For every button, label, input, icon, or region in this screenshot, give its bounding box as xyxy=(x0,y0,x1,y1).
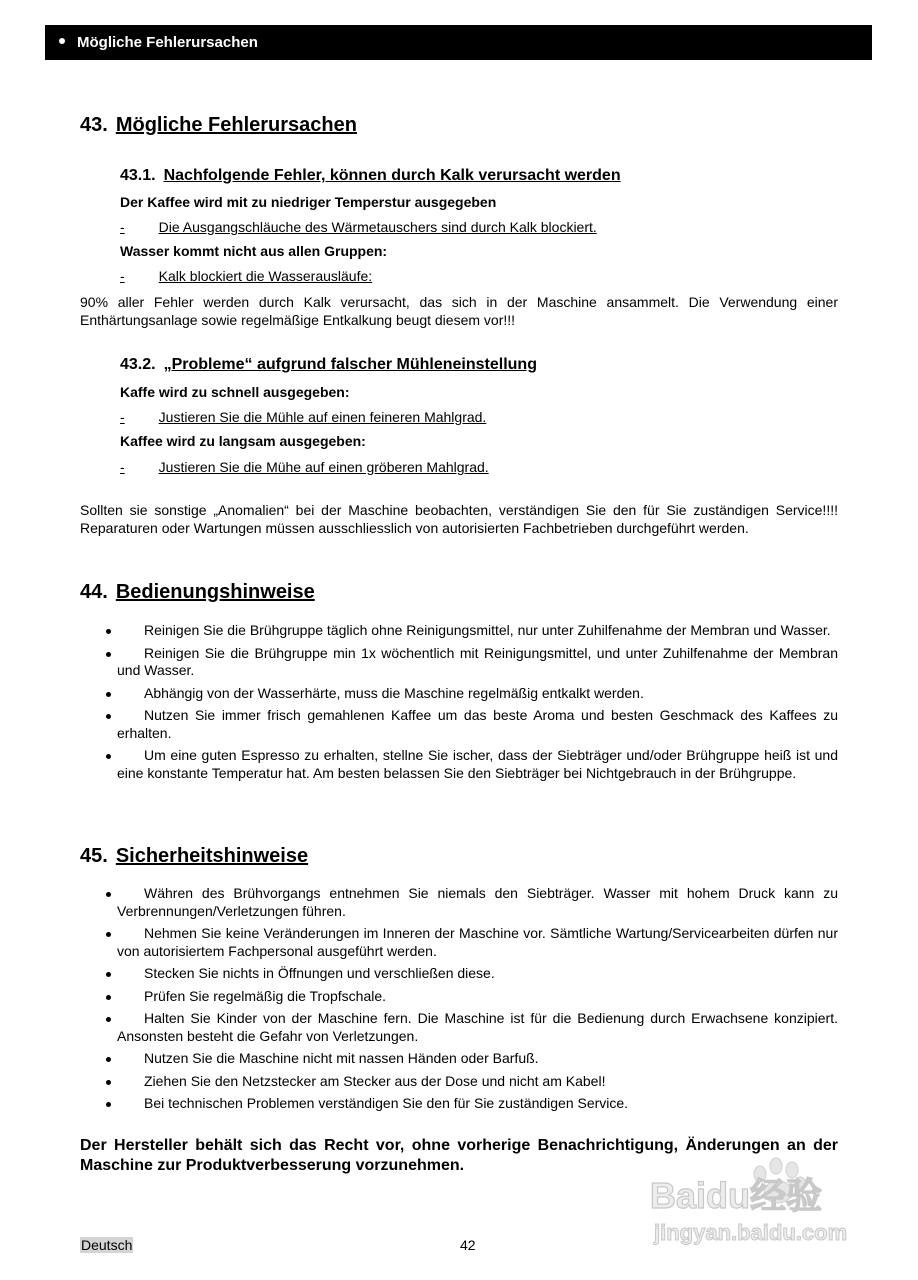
list-item: Währen des Brühvorgangs entnehmen Sie niemals den Siebträger. Wasser mit hohem Druck kann zu Verbrennungen/Verletzungen führen. xyxy=(80,885,838,920)
fault-cause xyxy=(120,459,489,475)
subsection-number: 43.2. xyxy=(120,356,156,373)
subsection-43-2-heading xyxy=(120,356,537,374)
subsection-number: 43.1. xyxy=(120,167,156,184)
fault-cause xyxy=(120,219,597,235)
fault-cause xyxy=(120,409,486,425)
section-44-heading xyxy=(80,581,315,604)
fault-cause-text: Kalk blockiert die Wasserausläufe: xyxy=(158,268,373,284)
subsection-title: Nachfolgende Fehler, können durch Kalk verursacht werden xyxy=(163,167,621,184)
header-title: Mögliche Fehlerursachen xyxy=(77,34,258,51)
safety-instructions-list xyxy=(80,885,838,1118)
list-item: Nutzen Sie die Maschine nicht mit nassen Händen oder Barfuß. xyxy=(80,1050,838,1068)
list-item: Prüfen Sie regelmäßig die Tropfschale. xyxy=(80,988,838,1006)
section-title: Bedienungshinweise xyxy=(115,581,315,603)
dash-marker: - xyxy=(120,459,125,475)
list-item: Stecken Sie nichts in Öffnungen und verschließen diese. xyxy=(80,965,838,983)
list-item: Reinigen Sie die Brühgruppe min 1x wöchentlich mit Reinigungsmittel, und unter Zuhilfenahme der Membran und Wasser. xyxy=(80,645,838,680)
dash-marker: - xyxy=(120,219,125,235)
section-43-heading xyxy=(80,114,357,137)
section-number: 44. xyxy=(80,581,108,603)
section-title: Mögliche Fehlerursachen xyxy=(115,114,357,136)
watermark-url: jingyan.baidu.com xyxy=(654,1220,848,1245)
fault-cause xyxy=(120,268,372,284)
watermark-brand: Baidu经验 xyxy=(650,1175,823,1216)
fault-cause-text: Justieren Sie die Mühle auf einen feineren Mahlgrad. xyxy=(158,409,487,425)
service-note: Sollten sie sonstige „Anomalien“ bei der Maschine beobachten, verständigen Sie den für Sie zuständigen Service!!!! Reparaturen oder Wartungen müssen ausschliesslich von autorisierten Fachbetrieben durchgeführt werden. xyxy=(80,502,838,536)
fault-cause-text: Die Ausgangschläuche des Wärmetauschers sind durch Kalk blockiert. xyxy=(158,219,597,235)
operating-instructions-list xyxy=(80,622,838,787)
fault-heading: Wasser kommt nicht aus allen Gruppen: xyxy=(120,243,388,259)
manufacturer-disclaimer: Der Hersteller behält sich das Recht vor, ohne vorherige Benachrichtigung, Änderungen an der Maschine zur Produktverbesserung vorzunehmen. xyxy=(80,1137,838,1174)
list-item: Reinigen Sie die Brühgruppe täglich ohne Reinigungsmittel, nur unter Zuhilfenahme der Membran und Wasser. xyxy=(80,622,838,640)
list-item: Abhängig von der Wasserhärte, muss die Maschine regelmäßig entkalkt werden. xyxy=(80,685,838,703)
section-number: 43. xyxy=(80,114,108,136)
subsection-title: „Probleme“ aufgrund falscher Mühleneinstellung xyxy=(163,356,537,373)
list-item: Nutzen Sie immer frisch gemahlenen Kaffee um das beste Aroma und besten Geschmack des Kaffees zu erhalten. xyxy=(80,707,838,742)
fault-heading: Kaffee wird zu langsam ausgegeben: xyxy=(120,433,366,449)
bullet-icon xyxy=(59,38,65,44)
section-number: 45. xyxy=(80,845,108,867)
list-item: Bei technischen Problemen verständigen Sie den für Sie zuständigen Service. xyxy=(80,1095,838,1113)
baidu-watermark xyxy=(648,1150,873,1250)
limescale-note: 90% aller Fehler werden durch Kalk verursacht, das sich in der Maschine ansammelt. Die Verwendung einer Enthärtungsanlage sowie regelmäßige Entkalkung beugt diesem vor!!! xyxy=(80,294,838,328)
fault-heading: Der Kaffee wird mit zu niedriger Temperstur ausgegeben xyxy=(120,194,497,210)
footer-language: Deutsch xyxy=(81,1237,133,1253)
section-title: Sicherheitshinweise xyxy=(115,845,309,867)
section-45-heading xyxy=(80,845,308,868)
page-number: 42 xyxy=(460,1237,476,1253)
dash-marker: - xyxy=(120,268,125,284)
list-item: Halten Sie Kinder von der Maschine fern. Die Maschine ist für die Bedienung durch Erwachsene konzipiert. Ansonsten besteht die Gefahr von Verletzungen. xyxy=(80,1010,838,1045)
fault-heading: Kaffe wird zu schnell ausgegeben: xyxy=(120,384,350,400)
fault-cause-text: Justieren Sie die Mühe auf einen gröberen Mahlgrad. xyxy=(158,459,489,475)
dash-marker: - xyxy=(120,409,125,425)
header-bar xyxy=(45,25,872,60)
list-item: Nehmen Sie keine Veränderungen im Inneren der Maschine vor. Sämtliche Wartung/Servicearbeiten dürfen nur von autorisiertem Fachpersonal ausgeführt werden. xyxy=(80,925,838,960)
subsection-43-1-heading xyxy=(120,167,621,185)
list-item: Um eine guten Espresso zu erhalten, stellne Sie ischer, dass der Siebträger und/oder Brühgruppe heiß ist und eine konstante Temperatur hat. Am besten belassen Sie den Siebträger bei Nichtgebrauch in der Brühgruppe. xyxy=(80,747,838,782)
list-item: Ziehen Sie den Netzstecker am Stecker aus der Dose und nicht am Kabel! xyxy=(80,1073,838,1091)
